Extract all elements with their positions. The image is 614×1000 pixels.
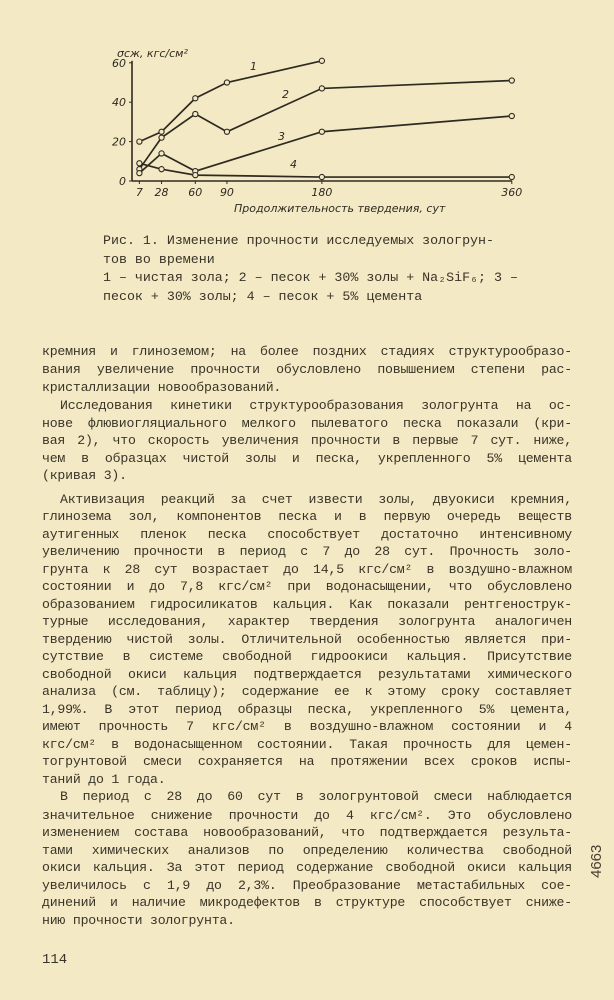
y-tick-label: 40 (112, 96, 126, 110)
caption-line: 1 – чистая зола; 2 – песок + 30% золы + Na₂SiF₆; 3 – (103, 270, 518, 285)
text-line: глинозема зол, компонентов песка и в первую очередь веществ (42, 509, 572, 524)
data-point (137, 139, 142, 144)
data-point (137, 171, 142, 176)
text-line: увеличению прочности в период с 7 до 28 сут. Прочность золо- (42, 544, 572, 559)
x-tick-label: 360 (501, 186, 523, 199)
text-line: нию прочности зологрунта. (42, 913, 235, 928)
data-point (159, 151, 164, 156)
data-point (193, 111, 198, 116)
x-axis-label: Продолжительность твердения, сут (234, 202, 446, 215)
text-line: вая 2), что скорость увеличения прочности в первые 7 сут. ниже, (42, 433, 572, 448)
data-point (509, 78, 514, 83)
text-line: динений и наличие микродефектов в структуре способствует сниже- (42, 895, 572, 910)
x-tick-label: 7 (135, 186, 143, 199)
text-line: кристаллизации новообразований. (42, 380, 282, 395)
series-label-1: 1 (250, 60, 257, 73)
text-line: состоянии и до 7,8 кгс/см² при водонасыщении, что обусловлено (42, 579, 572, 594)
data-point (193, 172, 198, 177)
text-line: изменением состава новообразований, что подтверждается результа- (42, 825, 572, 840)
series-label-4: 4 (290, 158, 297, 171)
y-tick-label: 0 (119, 175, 126, 188)
text-line: имеют прочность 7 кгс/см² в воздушно-влажном состоянии и 4 (42, 719, 572, 734)
text-line: твердению чистой золы. Отличительной особенностью является при- (42, 632, 572, 647)
text-line: образованием гидросиликатов кальция. Как показали рентгенострук- (42, 597, 572, 612)
text-line: окиси кальция. За этот период содержание свободной окиси кальция (42, 860, 572, 875)
text-line: турные исследования, характер твердения зологрунта аналогичен (42, 614, 572, 629)
data-point (319, 174, 324, 179)
caption-line: Рис. 1. Изменение прочности исследуемых зологрун- (103, 233, 494, 248)
strength-chart (0, 0, 614, 225)
text-line: увеличилось с 1,9 до 2,3%. Преобразование метастабильных сое- (42, 878, 572, 893)
text-line: грунта к 28 сут возрастает до 14,5 кгс/см² в воздушно-влажном (42, 562, 572, 577)
text-line: вания увеличение прочности обусловлено повышением степени рас- (42, 362, 572, 377)
text-line: свободной окиси кальция подтверждается результатами химического (42, 667, 572, 682)
text-line: 1,99%. В этот период образцы песка, укрепленного 5% цемента, (42, 702, 572, 717)
text-line: кгс/см² в водонасыщенном состоянии. Такая прочность для цемен- (42, 737, 572, 752)
data-point (319, 58, 324, 63)
page-number: 114 (42, 952, 68, 968)
margin-stamp: 4663 (588, 844, 605, 878)
series-line-3 (139, 116, 511, 173)
x-tick-label: 180 (311, 186, 333, 199)
x-tick-label: 60 (188, 186, 203, 199)
data-point (159, 135, 164, 140)
text-line: значительное снижение прочности до 4 кгс/см². Это обусловлено (42, 808, 572, 823)
series-line-2 (139, 81, 511, 170)
series-label-3: 3 (278, 130, 285, 143)
data-point (509, 113, 514, 118)
caption-line: песок + 30% золы; 4 – песок + 5% цемента (103, 288, 423, 304)
y-tick-label: 20 (112, 135, 126, 149)
text-line: аутигенных пленок песка способствует достаточно интенсивному (42, 527, 572, 542)
data-point (319, 129, 324, 134)
text-line: таний до 1 года. (42, 772, 166, 787)
x-tick-label: 90 (219, 186, 234, 199)
text-line: Исследования кинетики структурообразования зологрунта на ос- (60, 398, 572, 413)
data-point (159, 129, 164, 134)
text-line: нове флювиогляциального мелкого пылеватого песка показали (кри- (42, 416, 572, 431)
text-line: (кривая 3). (42, 468, 127, 483)
data-point (509, 174, 514, 179)
text-line: Активизация реакций за счет извести золы, двуокиси кремния, (60, 492, 572, 507)
text-line: анализа (см. таблицу); содержание ее к этому сроку составляет (42, 684, 572, 699)
caption-line: тов во времени (103, 251, 215, 267)
text-line: кремния и глиноземом; на более поздних стадиях структурообразо- (42, 344, 572, 359)
data-point (193, 96, 198, 101)
data-point (319, 86, 324, 91)
y-tick-label: 60 (112, 56, 126, 70)
text-line: тами химических анализов по определению количества свободной (42, 843, 572, 858)
y-axis-label: σсж, кгс/см² (117, 47, 188, 60)
data-point (137, 161, 142, 166)
series-label-2: 2 (282, 88, 289, 101)
text-line: сутствие в системе свободной гидроокиси кальция. Присутствие (42, 649, 572, 664)
data-point (224, 80, 229, 85)
text-line: чем в образцах чистой золы и песка, укрепленного 5% цемента (42, 451, 572, 466)
text-line: В период с 28 до 60 сут в зологрунтовой смеси наблюдается (60, 789, 572, 804)
data-point (224, 129, 229, 134)
text-line: тогрунтовой смеси сохраняется на протяжении всех сроков испы- (42, 754, 572, 769)
x-tick-label: 28 (154, 186, 169, 199)
data-point (159, 167, 164, 172)
